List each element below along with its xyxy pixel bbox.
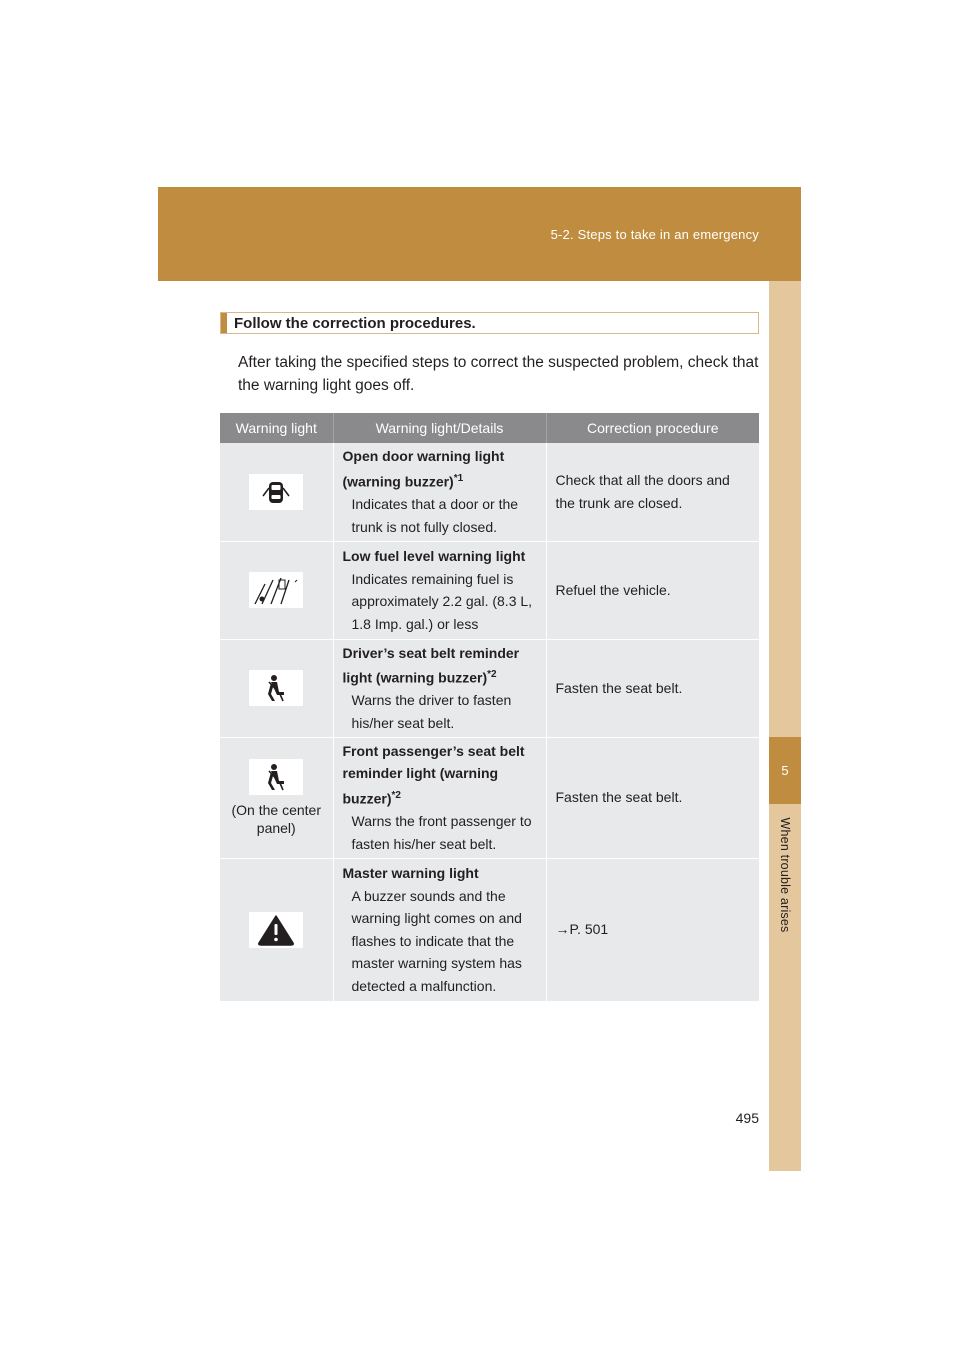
detail-body: Warns the front passenger to fasten his/her seat belt. [351, 813, 532, 852]
correction-cell: Refuel the vehicle. [546, 541, 759, 639]
table-row [220, 443, 759, 541]
table-row [220, 541, 759, 639]
page-reference-link[interactable]: →P. 501 [555, 921, 609, 938]
details-cell [333, 737, 546, 858]
column-header-warning-light: Warning light [220, 413, 333, 443]
correction-cell[interactable] [546, 858, 759, 1001]
detail-body: Warns the driver to fasten his/her seat belt. [351, 692, 512, 731]
detail-body: Indicates that a door or the trunk is not fully closed. [351, 496, 519, 535]
details-cell [333, 443, 546, 541]
correction-cell: Check that all the doors and the trunk are closed. [546, 443, 759, 541]
warning-triangle-icon [249, 912, 303, 948]
footnote-marker: *2 [487, 669, 497, 681]
table-row [220, 737, 759, 858]
warning-light-cell [220, 639, 333, 737]
detail-title: Open door warning light (warning buzzer)$^{*1}$ [342, 448, 505, 490]
open-door-icon [249, 474, 303, 510]
warning-light-cell [220, 858, 333, 1001]
footnote-marker: *2 [391, 789, 401, 801]
column-header-correction: Correction procedure [546, 413, 759, 443]
heading-text: Follow the correction procedures. [234, 314, 476, 332]
seat-belt-icon [249, 670, 303, 706]
warning-light-table [220, 413, 759, 1002]
detail-title: Master warning light [342, 865, 479, 881]
intro-paragraph: After taking the specified steps to correct the suspected problem, check that the warning light goes off. [238, 354, 759, 394]
fuel-gauge-icon [249, 572, 303, 608]
detail-body: A buzzer sounds and the warning light comes on and flashes to indicate that the master warning system has detected a malfunction. [351, 887, 522, 994]
icon-location-note: (On the center panel) [231, 801, 321, 836]
details-cell [333, 639, 546, 737]
details-cell [333, 858, 546, 1001]
table-row [220, 858, 759, 1001]
detail-title: Driver’s seat belt reminder light (warning buzzer)$^{*2}$ [342, 644, 520, 686]
table-header-row [220, 413, 759, 443]
section-title: 5-2. Steps to take in an emergency [550, 227, 759, 242]
correction-cell: Fasten the seat belt. [546, 639, 759, 737]
detail-body: Indicates remaining fuel is approximately 2.2 gal. (8.3 L, 1.8 Imp. gal.) or less [351, 570, 533, 632]
table-row [220, 639, 759, 737]
page-number: 495 [735, 1110, 759, 1126]
chapter-title: When trouble arises [778, 817, 792, 933]
column-header-details: Warning light/Details [333, 413, 546, 443]
footnote-marker: *1 [453, 472, 464, 484]
warning-light-cell [220, 541, 333, 639]
header-band [158, 187, 801, 281]
detail-title: Front passenger’s seat belt reminder light (warning buzzer)$^{*2}$ [342, 742, 525, 807]
chapter-side-strip [769, 281, 801, 1171]
details-cell [333, 541, 546, 639]
heading-accent-bar [221, 313, 227, 333]
seat-belt-icon [249, 759, 303, 795]
detail-title: Low fuel level warning light [342, 548, 526, 564]
warning-light-cell [220, 443, 333, 541]
correction-cell: Fasten the seat belt. [546, 737, 759, 858]
chapter-number-tab[interactable]: 5 [769, 737, 801, 804]
section-heading [220, 312, 759, 334]
warning-light-cell [220, 737, 333, 858]
